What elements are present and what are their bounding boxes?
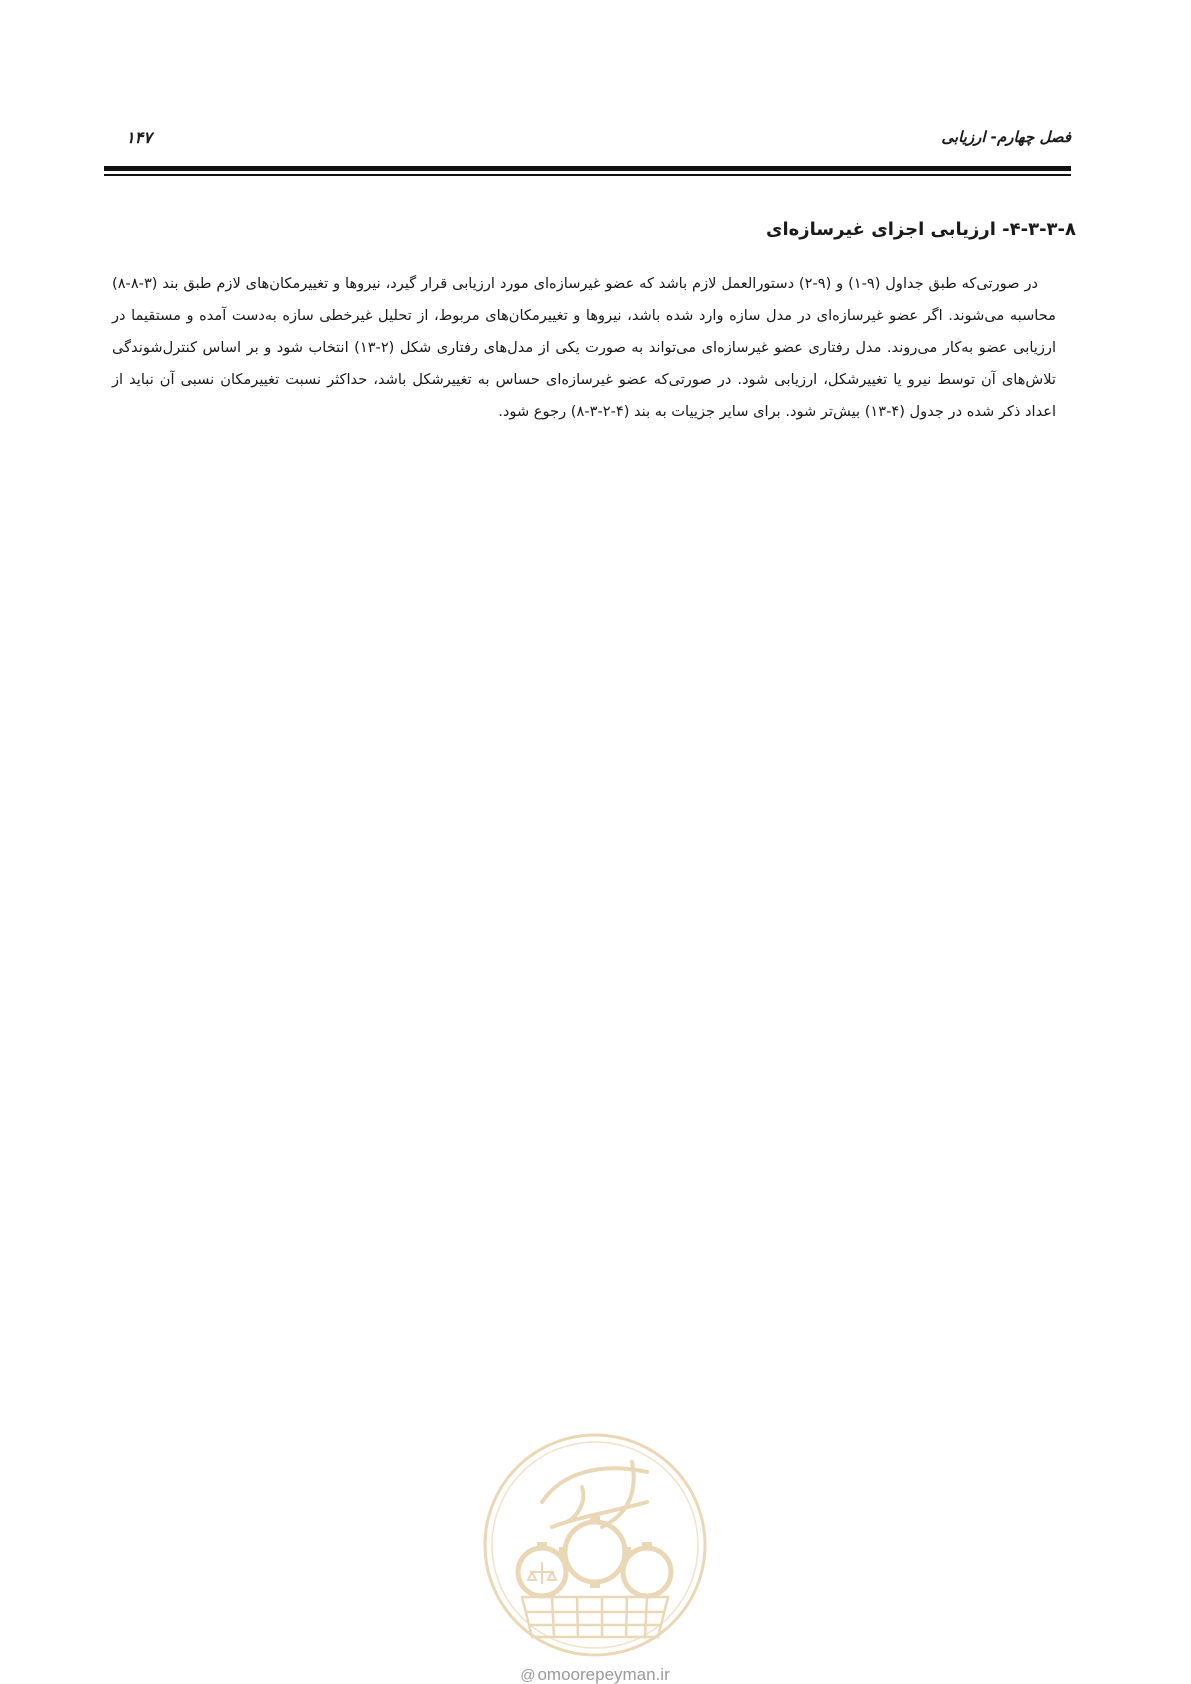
site-url: omoorepeyman.ir	[537, 1665, 670, 1684]
seal-logo-icon	[482, 1432, 708, 1658]
site-caption	[482, 1666, 708, 1684]
header-rule-thick	[104, 166, 1071, 171]
watermark-logo	[482, 1432, 708, 1658]
at-icon: @	[520, 1667, 536, 1684]
body-paragraph: در صورتی‌که طبق جداول (۹-۱) و (۹-۲) دستورالعمل لازم باشد که عضو غیرسازه‌ای مورد ارزیابی قرار گیرد، نیروها و تغییرمکان‌های لازم طبق بند (۳-۸-۸) محاسبه می‌شوند. اگر عضو غیرسازه‌ای در مدل سازه وارد شده باشد، نیروها و تغییرمکان‌های مربوط، از تحلیل غیرخطی سازه به‌دست آمده و مستقیما در ارزیابی عضو به‌کار می‌روند. مدل رفتاری عضو غیرسازه‌ای می‌تواند به صورت یکی از مدل‌های رفتاری شکل (۲-۱۳) انتخاب شود و بر اساس کنترل‌شوندگی تلاش‌های آن توسط نیرو یا تغییرشکل، ارزیابی شود. در صورتی‌که عضو غیرسازه‌ای حساس به تغییرشکل باشد، حداکثر نسبت تغییرمکان نسبی آن نباید از اعداد ذکر شده در جدول (۴-۱۳) بیش‌تر شود. برای سایر جزییات به بند (۴-۲-۳-۸) رجوع شود.	[112, 275, 1056, 420]
section-heading: ۴-۳-۳-۸- ارزیابی اجزای غیرسازه‌ای	[766, 219, 1076, 240]
running-head	[104, 128, 1071, 158]
header-rule-thin	[104, 174, 1071, 176]
chapter-title: فصل چهارم- ارزیابی	[941, 128, 1071, 146]
page-number: ۱۴۷	[126, 128, 152, 147]
